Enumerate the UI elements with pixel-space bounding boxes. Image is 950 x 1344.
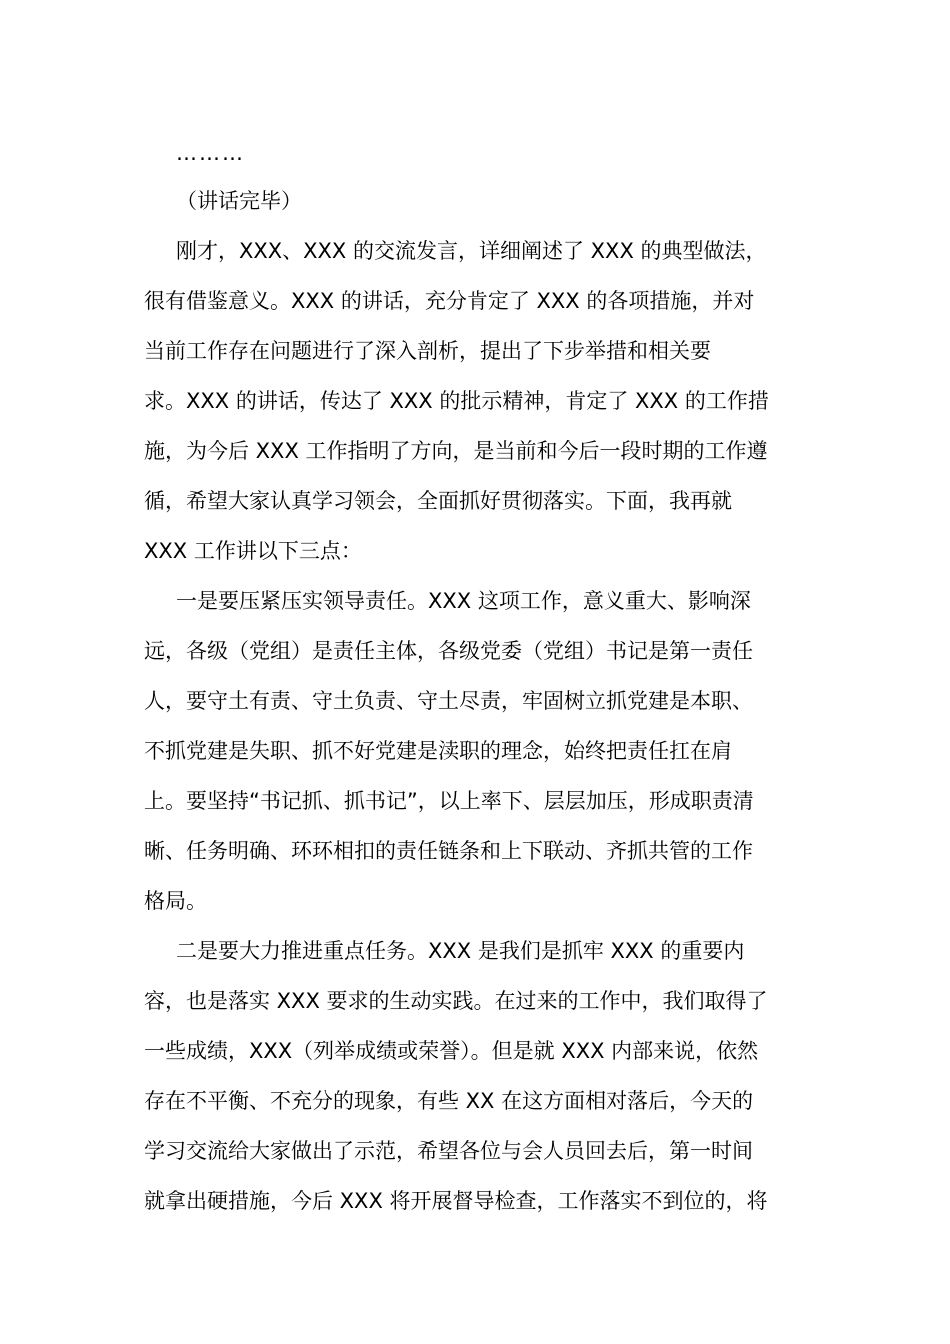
- paragraph-3-line-6: 就拿出硬措施，今后 XXX 将开展督导检查，工作落实不到位的，将: [144, 1189, 768, 1213]
- paragraph-1-line-2: 很有借鉴意义。XXX 的讲话，充分肯定了 XXX 的各项措施，并对: [144, 289, 755, 313]
- paragraph-1-line-4: 求。XXX 的讲话，传达了 XXX 的批示精神，肯定了 XXX 的工作措: [144, 389, 769, 413]
- paragraph-2-line-1: 一是要压紧压实领导责任。XXX 这项工作，意义重大、影响深: [176, 589, 751, 613]
- paragraph-2-line-5: 上。要坚持“书记抓、抓书记”，以上率下、层层加压，形成职责清: [144, 789, 754, 813]
- paragraph-1-line-3: 当前工作存在问题进行了深入剖析，提出了下步举措和相关要: [144, 339, 711, 363]
- paragraph-2-line-2: 远，各级（党组）是责任主体，各级党委（党组）书记是第一责任: [144, 639, 753, 663]
- paragraph-2-line-3: 人，要守土有责、守土负责、守土尽责，牢固树立抓党建是本职、: [144, 689, 753, 713]
- paragraph-2-line-6: 晰、任务明确、环环相扣的责任链条和上下联动、齐抓共管的工作: [144, 839, 753, 863]
- paragraph-3-line-5: 学习交流给大家做出了示范，希望各位与会人员回去后，第一时间: [144, 1139, 753, 1163]
- paragraph-1-line-5: 施，为今后 XXX 工作指明了方向，是当前和今后一段时期的工作遵: [144, 439, 768, 463]
- ellipsis-line: ………: [176, 141, 245, 165]
- paragraph-1-line-7: XXX 工作讲以下三点：: [144, 539, 362, 563]
- speech-end-note: （讲话完毕）: [176, 189, 302, 213]
- paragraph-1-line-1: 刚才，XXX、XXX 的交流发言，详细阐述了 XXX 的典型做法，: [176, 239, 767, 263]
- paragraph-3-line-2: 容，也是落实 XXX 要求的生动实践。在过来的工作中，我们取得了: [144, 989, 768, 1013]
- paragraph-1-line-6: 循，希望大家认真学习领会，全面抓好贯彻落实。下面，我再就: [144, 489, 732, 513]
- paragraph-2-line-4: 不抓党建是失职、抓不好党建是渎职的理念，始终把责任扛在肩: [144, 739, 732, 763]
- paragraph-3-line-4: 存在不平衡、不充分的现象，有些 XX 在这方面相对落后，今天的: [144, 1089, 754, 1113]
- paragraph-3-line-3: 一些成绩，XXX（列举成绩或荣誉）。但是就 XXX 内部来说，依然: [144, 1039, 759, 1063]
- paragraph-3-line-1: 二是要大力推进重点任务。XXX 是我们是抓牢 XXX 的重要内: [176, 939, 745, 963]
- paragraph-2-line-7: 格局。: [144, 889, 207, 913]
